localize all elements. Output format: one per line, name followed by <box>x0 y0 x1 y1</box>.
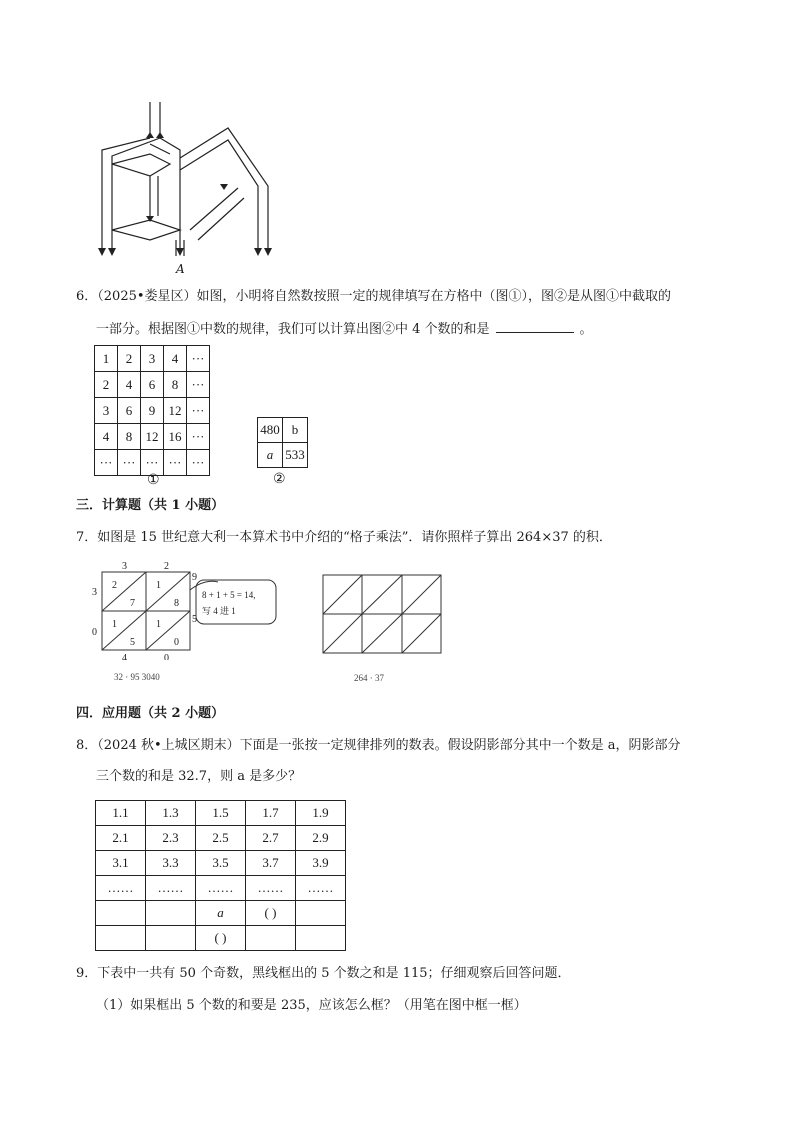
figure2-cell: 533 <box>283 443 308 468</box>
q8-table-cell <box>246 926 296 951</box>
q8-table-row <box>96 801 346 826</box>
figure1-cell: 3 <box>95 398 118 424</box>
ex-cell-r1c2-lower: 8 <box>174 598 179 609</box>
q8-table-cell: 2.5 <box>196 826 246 851</box>
q8-table-cell: 3.1 <box>96 851 146 876</box>
q8-table-cell: ( ) <box>246 901 296 926</box>
q8-table-cell <box>296 901 346 926</box>
ex-right-digit-1: 9 <box>192 572 197 583</box>
practice-caption: 264 · 37 <box>354 673 384 683</box>
q8-line1: 8．（2024 秋•上城区期末）下面是一张按一定规律排列的数表。假设阴影部分其中一个数是 a，阴影部分 <box>76 738 681 753</box>
q8-table-row <box>96 851 346 876</box>
q8-number-table <box>95 800 346 951</box>
q6-line1: 6．（2025•娄星区）如图，小明将自然数按照一定的规律填写在方格中（图①），图②是从图①中截取的 <box>76 289 672 304</box>
ex-left-digit-2: 0 <box>92 627 97 638</box>
figure1-cell: ··· <box>95 450 118 476</box>
figure1-grid <box>94 345 210 476</box>
figure1-cell: 1 <box>95 346 118 372</box>
ex-note-line2: 写 4 进 1 <box>202 606 236 616</box>
q8-table-cell <box>296 926 346 951</box>
figure1-cell: ··· <box>141 450 164 476</box>
pipe-flow-diagram <box>88 98 278 278</box>
figure1-cell: 9 <box>141 398 164 424</box>
q8-table-cell: …… <box>196 876 246 901</box>
figure1-cell: ··· <box>118 450 141 476</box>
q6-line2-text: 一部分。根据图①中数的规律，我们可以计算出图②中 4 个数的和是 <box>96 322 490 337</box>
q8-table-row <box>96 926 346 951</box>
figure2-grid <box>257 417 308 468</box>
figure1-row <box>95 372 210 398</box>
q8-table-cell: 1.3 <box>146 801 196 826</box>
figure1-row <box>95 398 210 424</box>
figure1-label: ① <box>147 472 160 488</box>
q8-table-cell: a <box>196 901 246 926</box>
q8-table-cell: 2.3 <box>146 826 196 851</box>
figure1-cell: ··· <box>187 424 210 450</box>
q7-text: 7．如图是 15 世纪意大利一本算术书中介绍的“格子乘法”．请你照样子算出 264×37 的积． <box>76 530 612 545</box>
figure1-cell: 2 <box>95 372 118 398</box>
ex-top-digit-2: 2 <box>164 561 169 572</box>
q8-table-cell: 3.3 <box>146 851 196 876</box>
figure1-cell: 8 <box>164 372 187 398</box>
figure1-cell: 16 <box>164 424 187 450</box>
q8-table-row <box>96 901 346 926</box>
q6-line2-end: 。 <box>579 322 593 337</box>
q8-table-cell: …… <box>96 876 146 901</box>
ex-left-digit-1: 3 <box>92 587 97 598</box>
figure1-row <box>95 346 210 372</box>
figure1-cell: ··· <box>164 450 187 476</box>
figure1-cell: 6 <box>118 398 141 424</box>
figure1-cell: 3 <box>141 346 164 372</box>
q8-table-cell: 2.7 <box>246 826 296 851</box>
section4-title: 四．应用题（共 2 小题） <box>76 706 225 721</box>
figure1-cell: ··· <box>187 346 210 372</box>
q8-table-cell: …… <box>296 876 346 901</box>
ex-cell-r2c1-upper: 1 <box>112 619 117 630</box>
q9-line2: （1）如果框出 5 个数的和要是 235，应该怎么框？（用笔在图中框一框） <box>96 998 527 1013</box>
figure2-label: ② <box>273 471 286 487</box>
figure1-cell: 2 <box>118 346 141 372</box>
figure2-cell: b <box>283 418 308 443</box>
ex-cell-r1c1-lower: 7 <box>130 598 135 609</box>
q8-table-cell <box>96 901 146 926</box>
ex-cell-r2c2-lower: 0 <box>174 637 179 648</box>
figure1-cell: ··· <box>187 372 210 398</box>
q8-table-cell <box>96 926 146 951</box>
figure1-cell: 4 <box>118 372 141 398</box>
q8-table-row <box>96 826 346 851</box>
lattice-example <box>90 560 290 660</box>
figure1-cell: 4 <box>164 346 187 372</box>
ex-top-digit-1: 3 <box>122 561 127 572</box>
ex-bottom-digit-2: 0 <box>164 653 169 660</box>
q8-table-cell: 2.9 <box>296 826 346 851</box>
ex-bottom-digit-1: 4 <box>122 653 127 660</box>
figure2-cell: 480 <box>258 418 283 443</box>
ex-right-digit-2: 5 <box>192 614 197 625</box>
q8-table-cell: ( ) <box>196 926 246 951</box>
q8-table-cell: 1.5 <box>196 801 246 826</box>
figure1-row <box>95 424 210 450</box>
ex-cell-r2c1-lower: 5 <box>130 637 135 648</box>
ex-cell-r1c2-upper: 1 <box>156 580 161 591</box>
q8-table-cell: 1.1 <box>96 801 146 826</box>
q9-line1: 9．下表中一共有 50 个奇数，黑线框出的 5 个数之和是 115；仔细观察后回答问题． <box>76 966 571 981</box>
figure1-cell: 6 <box>141 372 164 398</box>
q8-table-cell: …… <box>146 876 196 901</box>
ex-cell-r1c1-upper: 2 <box>112 580 117 591</box>
q8-line2: 三个数的和是 32.7，则 a 是多少？ <box>96 769 302 784</box>
figure2-row <box>258 418 308 443</box>
section3-title: 三．计算题（共 1 小题） <box>76 498 225 513</box>
q8-table-cell: 3.9 <box>296 851 346 876</box>
figure1-cell: 8 <box>118 424 141 450</box>
q8-table-cell: 3.7 <box>246 851 296 876</box>
label-a: A <box>176 262 185 276</box>
q8-table-cell: …… <box>246 876 296 901</box>
figure1-cell: 12 <box>164 398 187 424</box>
q6-line2 <box>96 320 593 339</box>
q8-table-row <box>96 876 346 901</box>
ex-note-line1: 8 + 1 + 5 = 14, <box>202 590 256 600</box>
q8-table-cell: 2.1 <box>96 826 146 851</box>
figure1-cell: ··· <box>187 398 210 424</box>
q8-table-cell: 3.5 <box>196 851 246 876</box>
q8-table-cell: 1.7 <box>246 801 296 826</box>
figure2-cell: a <box>258 443 283 468</box>
ex-cell-r2c2-upper: 1 <box>156 619 161 630</box>
figure1-cell: ··· <box>187 450 210 476</box>
figure1-cell: 4 <box>95 424 118 450</box>
example-caption: 32 · 95 3040 <box>114 672 160 682</box>
figure2-row <box>258 443 308 468</box>
q8-table-cell: 1.9 <box>296 801 346 826</box>
q8-table-cell <box>146 901 196 926</box>
q8-table-cell <box>146 926 196 951</box>
lattice-practice[interactable] <box>322 574 444 656</box>
answer-blank[interactable] <box>496 320 574 333</box>
figure1-cell: 12 <box>141 424 164 450</box>
